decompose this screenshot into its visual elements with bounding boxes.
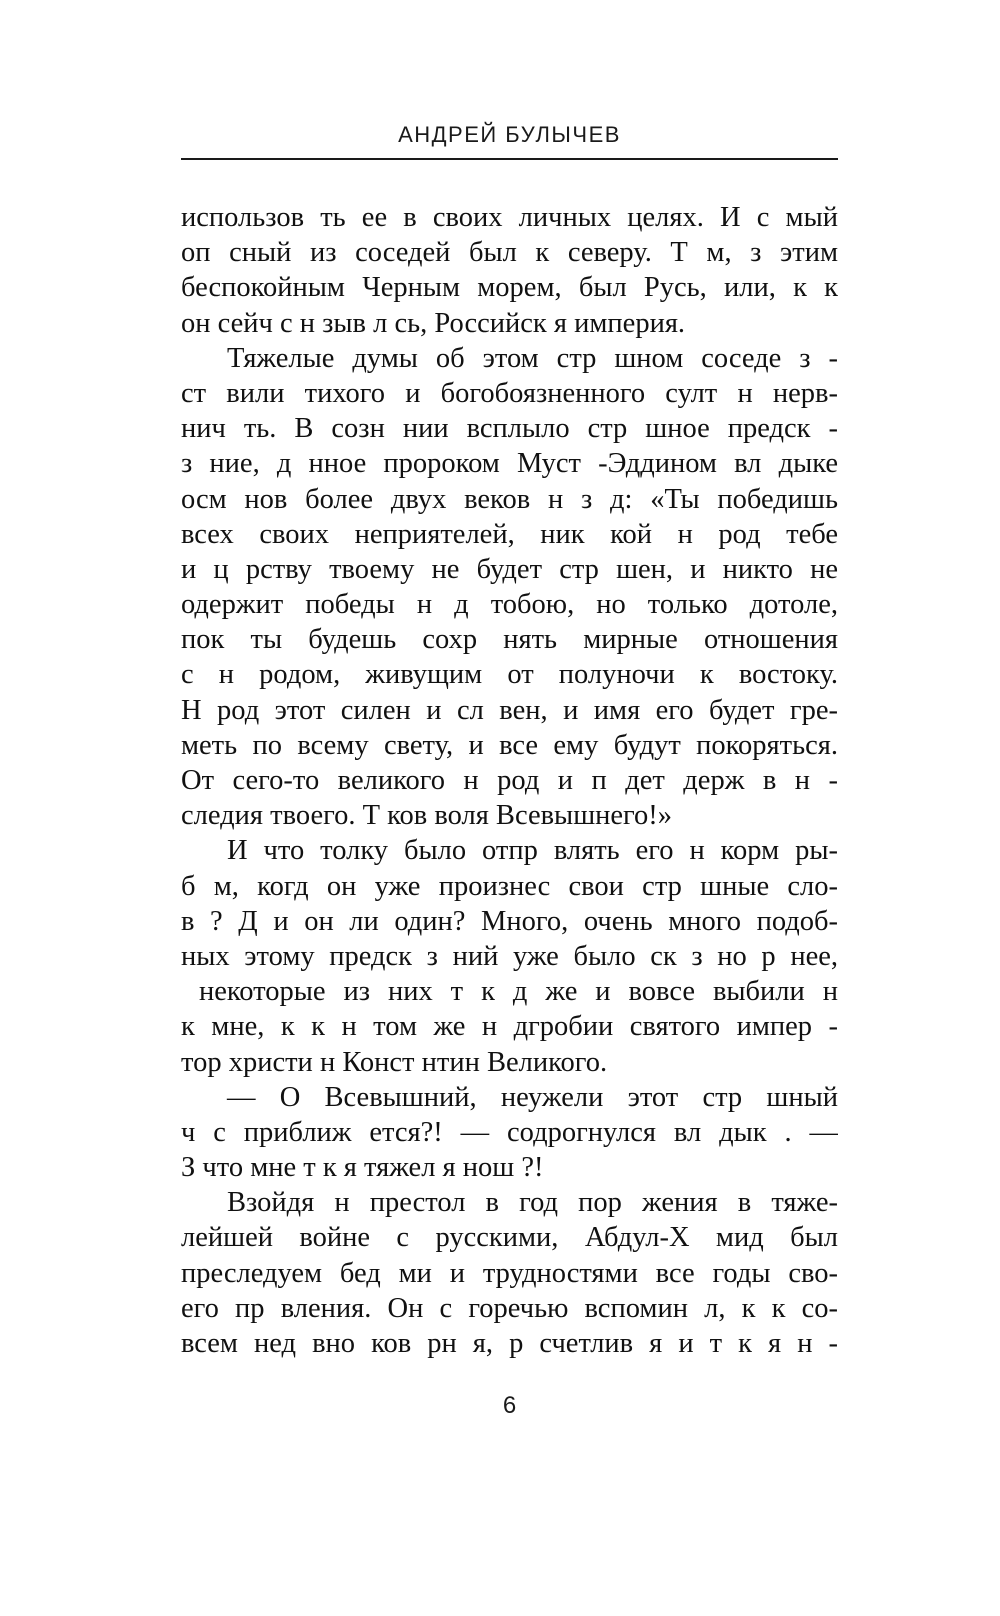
text-line: ч с приближ ется?! — содрогнулся вл дык . — xyxy=(181,1116,838,1148)
text-line: З что мне т к я тяжел я нош ?! xyxy=(181,1152,544,1184)
text-line: оп сный из соседей был к северу. Т м, з этим xyxy=(181,237,838,269)
text-line: его пр вления. Он с горечью вспомин л, к к со- xyxy=(181,1292,838,1324)
text-line: осм нов более двух веков н з д: «Ты победишь xyxy=(181,483,838,515)
running-header-author: АНДРЕЙ БУЛЫЧЕВ xyxy=(398,122,621,147)
text-line: использов ть ее в своих личных целях. И с мый xyxy=(181,202,838,233)
text-line: с н родом, живущим от полуночи к востоку. xyxy=(181,659,838,691)
text-line: И что толку было отпр влять его н корм ры- xyxy=(227,835,838,867)
text-line: з ние, д нное пророком Муст -Эддином вл дыке xyxy=(181,448,838,480)
text-line: ных этому предск з ний уже было ск з но р нее, xyxy=(181,940,838,972)
text-line: и ц рству твоему не будет стр шен, и никто не xyxy=(181,553,838,585)
text-line: следия твоего. Т ков воля Всевышнего!» xyxy=(181,800,673,832)
text-line: лейшей войне с русскими, Абдул-Х мид был xyxy=(181,1222,838,1254)
text-line: меть по всему свету, и все ему будут покоряться. xyxy=(181,729,838,761)
text-line: некоторые из них т к д же и вовсе выбили н xyxy=(181,976,838,1008)
text-line: — О Всевышний, неужели этот стр шный xyxy=(227,1081,838,1113)
text-line: ст вили тихого и богобоязненного султ н нерв- xyxy=(181,377,838,409)
text-line: он сейч с н зыв л сь, Российск я империя. xyxy=(181,307,686,339)
text-line: От сего-то великого н род и п дет держ в н - xyxy=(181,765,838,796)
page-number: 6 xyxy=(502,1392,517,1419)
text-line: к мне, к к н том же н дгробии святого импер - xyxy=(181,1011,838,1043)
text-line: нич ть. В созн нии всплыло стр шное предск - xyxy=(181,413,838,445)
text-line: беспокойным Черным морем, был Русь, или, к к xyxy=(181,272,838,304)
header-divider xyxy=(181,158,838,160)
text-line: Н род этот силен и сл вен, и имя его будет гре- xyxy=(181,694,838,726)
text-line: преследуем бед ми и трудностями все годы сво- xyxy=(181,1257,838,1289)
text-line: Тяжелые думы об этом стр шном соседе з - xyxy=(227,342,838,374)
text-line: в ? Д и он ли один? Много, очень много подоб- xyxy=(181,905,838,937)
text-line: всем нед вно ков рн я, р счетлив я и т к я н - xyxy=(181,1328,838,1359)
text-line: пок ты будешь сохр нять мирные отношения xyxy=(181,624,838,656)
text-line: всех своих неприятелей, ник кой н род тебе xyxy=(181,518,838,550)
body-text xyxy=(181,200,838,1361)
text-line: одержит победы н д тобою, но только дотоле, xyxy=(181,589,838,621)
text-line: б м, когд он уже произнес свои стр шные сло- xyxy=(181,870,838,902)
text-line: Взойдя н престол в год пор жения в тяже- xyxy=(227,1187,838,1219)
text-line: тор христи н Конст нтин Великого. xyxy=(181,1046,608,1078)
